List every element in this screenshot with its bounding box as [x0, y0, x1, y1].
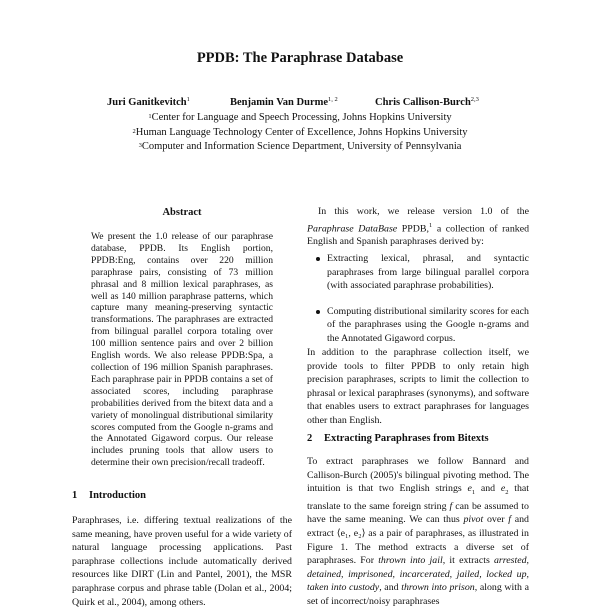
abstract-heading: Abstract — [162, 207, 202, 218]
list-item: Computing distributional similarity scores for each of the paraphrases using the Google n-grams and the Annotated Gigaword corpus. — [307, 305, 529, 346]
list-item: Extracting lexical, phrasal, and syntactic paraphrases from large bilingual parallel corpora (with associated paraphrase probabilities). — [307, 252, 529, 293]
affiliations — [0, 111, 600, 155]
author-3: Chris Callison-Burch$^{2,3}$ — [375, 96, 479, 108]
right-intro-paragraph: In this work, we release version 1.0 of the Paraphrase DataBase PPDB,$^1$ a collection of ranked English and Spanish paraphrases derived by: — [307, 206, 530, 248]
intro-heading: 1 Introduction — [72, 490, 146, 501]
author-1: Juri Ganitkevitch$^1$ — [107, 96, 190, 108]
tools-paragraph: In addition to the paraphrase collection itself, we provide tools to filter PPDB to only retain high precision paraphrases, scripts to limit the collection to phrasal or lexical paraphrases (synonyms), and software that enables users to extract paraphrases for languages other than English. — [307, 347, 529, 426]
bullet-icon — [316, 310, 320, 314]
abstract-body: We present the 1.0 release of our paraphrase database, PPDB. Its English portion, PPDB:Eng, contains over 220 million paraphrase pairs, consisting of 73 million phrasal and 8 million lexical paraphrases, as well as 140 million paraphrase patterns, which capture many meaning-preserving syntactic transformations. The paraphrases are extracted from bilingual parallel corpora totaling over 100 million sentence pairs and over 2 billion English words. We also release PPDB:Spa, a collection of 196 million Spanish paraphrases. Each paraphrase pair in PPDB contains a set of associated scores, including paraphrase probabilities derived from the bitext data and a variety of monolingual distributional similarity scores computed from the Google n-grams and the Annotated Gigaword corpus. Our release includes pruning tools that allow users to determine their own precision/recall tradeoff. — [91, 231, 273, 469]
affiliation-3: $^3$Computer and Information Science Department, University of Pennsylvania — [138, 141, 462, 152]
bullet-icon — [316, 257, 320, 261]
paper-title: PPDB: The Paraphrase Database — [196, 50, 404, 66]
contribution-list — [307, 252, 529, 358]
author-2: Benjamin Van Durme$^{1, 2}$ — [230, 96, 338, 108]
author-line — [0, 97, 600, 111]
affiliation-2: $^2$Human Language Technology Center of Excellence, Johns Hopkins University — [132, 126, 468, 138]
intro-body: Paraphrases, i.e. differing textual realizations of the same meaning, have proven useful for a wide variety of natural language processing applications. Past paraphrase collections include automatically derived resources like DIRT (Lin and Pantel, 2001), the MSR paraphrase corpus and phrase table (Dolan et al., 2004; Quirk et al., 2004), among others. — [72, 515, 292, 608]
section2-heading: 2 Extracting Paraphrases from Bitexts — [307, 433, 489, 444]
affiliation-1: $^1$Center for Language and Speech Processing, Johns Hopkins University — [148, 112, 452, 123]
section2-body: To extract paraphrases we follow Bannard and Callison-Burch (2005)'s bilingual pivoting method. The intuition is that two English strings $e_1$ and $e_2$ that translate to the same foreign string f can be assumed to have the same meaning. We can thus pivot over f and extract ⟨e₁, e₂⟩ as a pair of paraphrases, as illustrated in Figure 1. The method extracts a diverse set of paraphrases. For thrown into jail, it extracts arrested, detained, imprisoned, incarcerated, jailed, locked up, taken into custody, and thrown into prison, along with a set of incorrect/noisy paraphrases — [307, 456, 530, 607]
